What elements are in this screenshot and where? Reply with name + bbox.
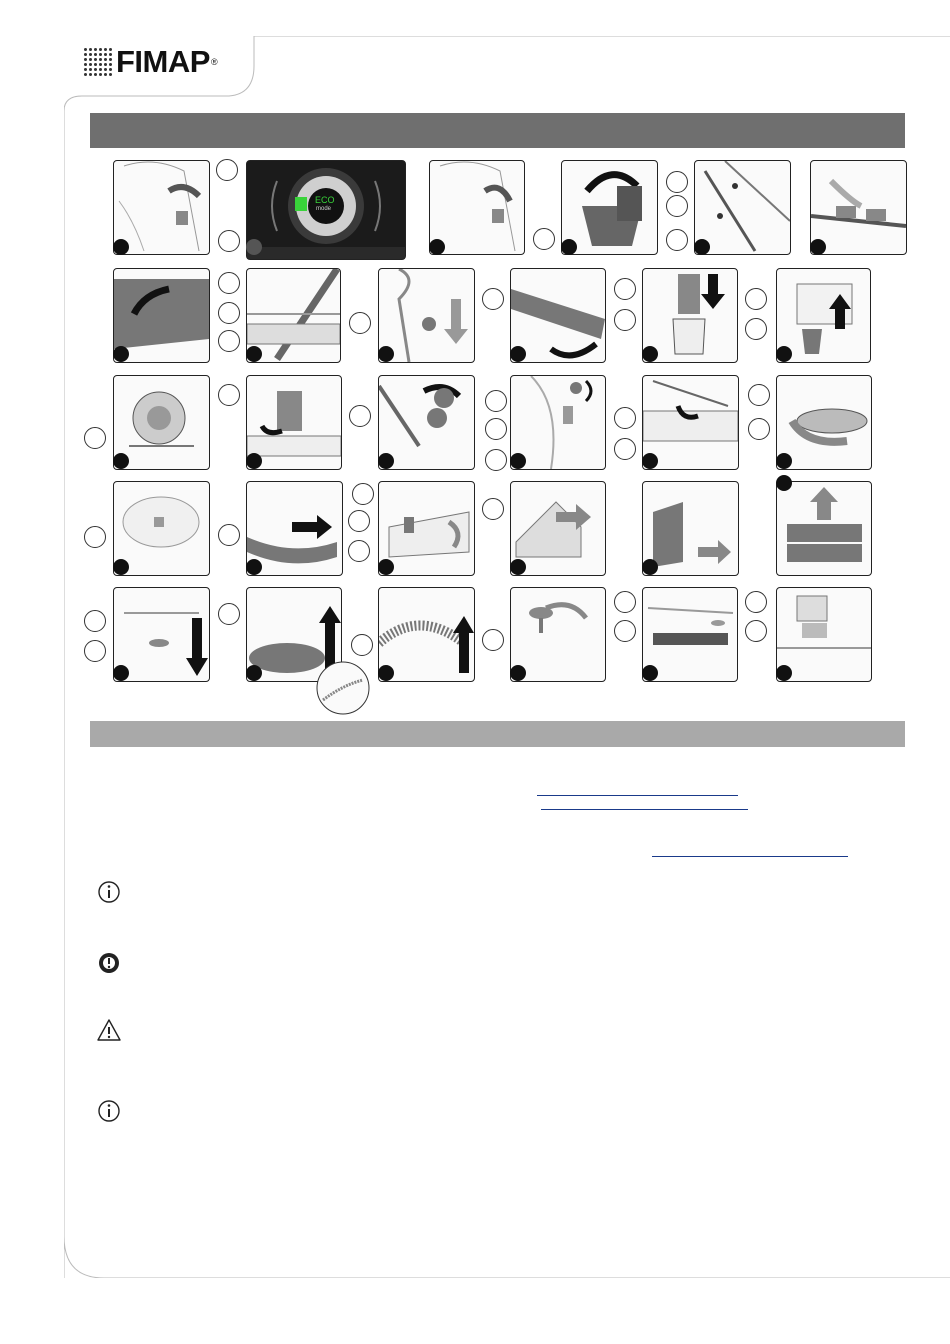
callout-circle [485, 390, 507, 412]
step-number-marker [810, 239, 826, 255]
info-icon [97, 1099, 121, 1123]
magnifier-detail [315, 660, 371, 716]
callout-circle [218, 524, 240, 546]
callout-circle [745, 620, 767, 642]
callout-circle [216, 159, 238, 181]
callout-circle [666, 171, 688, 193]
step-number-marker [378, 453, 394, 469]
callout-circle [218, 230, 240, 252]
step-number-marker [246, 346, 262, 362]
callout-circle [485, 449, 507, 471]
maintenance-icon [97, 951, 121, 975]
step-number-marker [510, 559, 526, 575]
step-number-marker [776, 346, 792, 362]
callout-circle [482, 629, 504, 651]
callout-circle [482, 288, 504, 310]
step-number-marker [113, 559, 129, 575]
step-number-marker [694, 239, 710, 255]
step-number-marker [776, 453, 792, 469]
step-number-marker [429, 239, 445, 255]
logo-text: FIMAP [116, 44, 210, 79]
step-number-marker [510, 346, 526, 362]
step-number-marker [378, 559, 394, 575]
info-icon [97, 880, 121, 904]
step-number-marker [561, 239, 577, 255]
step-number-marker [246, 665, 262, 681]
figure-panel [810, 160, 907, 255]
callout-circle [666, 195, 688, 217]
step-number-marker [776, 665, 792, 681]
subsection-header-bar [90, 721, 905, 747]
figure-panel [113, 160, 210, 255]
callout-circle [614, 438, 636, 460]
callout-circle [84, 640, 106, 662]
control-display-panel [246, 160, 406, 260]
callout-circle [745, 288, 767, 310]
display-mode-label: ECO [315, 195, 335, 205]
callout-circle [485, 418, 507, 440]
figure-panel [776, 481, 872, 576]
reference-link-underline[interactable] [541, 809, 748, 810]
callout-circle [348, 510, 370, 532]
callout-circle [614, 407, 636, 429]
callout-circle [351, 634, 373, 656]
figure-panel [694, 160, 791, 255]
step-number-marker [246, 453, 262, 469]
figure-panel [561, 160, 658, 255]
callout-circle [666, 229, 688, 251]
step-number-marker [113, 665, 129, 681]
callout-circle [218, 384, 240, 406]
step-number-marker [113, 453, 129, 469]
display-mode-sublabel: mode [316, 206, 332, 212]
brand-logo [84, 46, 218, 78]
callout-circle [84, 526, 106, 548]
callout-circle [218, 603, 240, 625]
step-number-marker [113, 346, 129, 362]
callout-circle [482, 498, 504, 520]
step-number-marker [642, 559, 658, 575]
callout-circle [745, 318, 767, 340]
step-number-marker [378, 346, 394, 362]
callout-circle [533, 228, 555, 250]
callout-circle [614, 309, 636, 331]
callout-circle [218, 302, 240, 324]
step-number-marker [246, 239, 262, 255]
callout-circle [614, 620, 636, 642]
callout-circle [748, 384, 770, 406]
callout-circle [748, 418, 770, 440]
figure-panel [429, 160, 525, 255]
callout-circle [349, 312, 371, 334]
step-number-marker [510, 665, 526, 681]
reference-link-underline[interactable] [537, 795, 738, 796]
step-number-marker [510, 453, 526, 469]
step-number-marker [642, 665, 658, 681]
step-number-marker [246, 559, 262, 575]
step-number-marker [642, 346, 658, 362]
section-header-bar [90, 113, 905, 148]
callout-circle [745, 591, 767, 613]
step-number-marker [642, 453, 658, 469]
step-number-marker [113, 239, 129, 255]
callout-circle [614, 591, 636, 613]
callout-circle [614, 278, 636, 300]
callout-circle [352, 483, 374, 505]
logo-registered-mark: ® [210, 57, 218, 67]
warning-icon [97, 1018, 121, 1042]
callout-circle [84, 610, 106, 632]
callout-circle [218, 272, 240, 294]
step-number-marker [776, 475, 792, 491]
callout-circle [218, 330, 240, 352]
callout-circle [349, 405, 371, 427]
step-number-marker [378, 665, 394, 681]
logo-dot-mark [84, 48, 113, 77]
callout-circle [84, 427, 106, 449]
reference-link-underline[interactable] [652, 856, 848, 857]
callout-circle [348, 540, 370, 562]
